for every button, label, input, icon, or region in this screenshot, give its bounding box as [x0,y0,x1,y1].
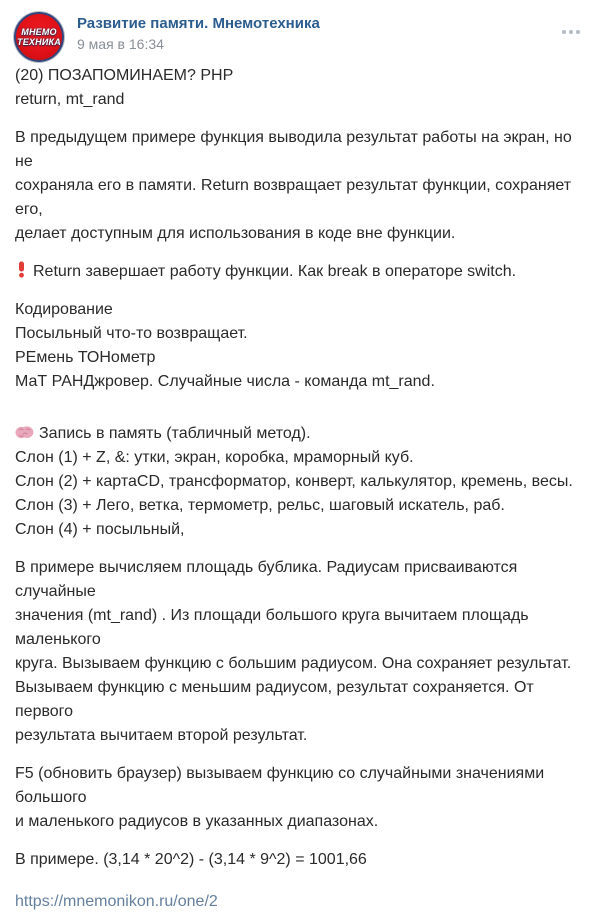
avatar-text-line1: МНЕМО [21,27,57,37]
text-line-content: Return завершает работу функции. Как break в операторе switch. [33,263,517,280]
red-exclamation-icon [15,261,28,278]
text-line: результата вычитаем второй результат. [15,727,308,744]
text-line: В предыдущем примере функция выводила результат работы на экран, но не [15,129,572,170]
text-line [15,260,587,284]
text-line: В примере. (3,14 * 20^2) - (3,14 * 9^2) = 1001,66 [15,851,367,868]
text-line: Кодирование [15,301,113,318]
post-attachment-link[interactable]: https://mnemonikon.ru/one/2 [15,893,218,910]
text-line: Слон (4) + посыльный, [15,521,185,538]
text-line: сохраняла его в памяти. Return возвращает результат функции, сохраняет его, [15,177,572,218]
post-paragraph [15,64,587,112]
group-name-link[interactable]: Развитие памяти. Мнемотехника [77,15,320,32]
text-line: return, mt_rand [15,91,125,108]
post-paragraph [15,260,587,284]
text-line: F5 (обновить браузер) вызываем функцию со случайными значениями большого [15,765,545,806]
text-line: делает доступным для использования в коде вне функции. [15,225,456,242]
brain-icon [15,425,34,440]
text-line: В примере вычисляем площадь бублика. Радиусам присваиваются случайные [15,559,518,600]
post-paragraph [15,422,587,542]
text-line: значения (mt_rand) . Из площади большого круга вычитаем площадь маленького [15,607,529,648]
text-line: МаТ РАНДжровер. Случайные числа - команда mt_rand. [15,373,435,390]
header-texts [77,12,587,54]
text-line: круга. Вызываем функцию с большим радиусом. Она сохраняет результат. [15,655,572,672]
ellipsis-icon [562,30,566,34]
text-line-content: Запись в память (табличный метод). [39,425,311,442]
text-line [15,422,587,446]
ellipsis-icon [569,30,573,34]
post-header [0,0,602,64]
text-line: Слон (3) + Лего, ветка, термометр, рельс, шаговый искатель, раб. [15,497,505,514]
post-paragraph [15,848,587,872]
post-paragraph [15,762,587,834]
text-line: Вызываем функцию с меньшим радиусом, результат сохраняется. От первого [15,679,534,720]
post-menu-button[interactable] [558,26,584,38]
text-line: Слон (1) + Z, &: утки, экран, коробка, мраморный куб. [15,449,414,466]
ellipsis-icon [576,30,580,34]
text-line: (20) ПОЗАПОМИНАЕМ? PHP [15,67,234,84]
text-line: и маленького радиусов в указанных диапазонах. [15,813,379,830]
text-line: Посыльный что-то возвращает. [15,325,248,342]
post-timestamp[interactable]: 9 мая в 16:34 [77,36,164,52]
text-line: Слон (2) + картаCD, трансформатор, конверт, калькулятор, кремень, весы. [15,473,573,490]
post-paragraph [15,298,587,394]
post-paragraph [15,556,587,748]
group-avatar[interactable] [14,12,64,62]
avatar-text-line2: ТЕХНИКА [17,37,61,47]
post-paragraph [15,126,587,246]
text-line: РЕмень ТОНометр [15,349,156,366]
post-text [0,64,602,914]
